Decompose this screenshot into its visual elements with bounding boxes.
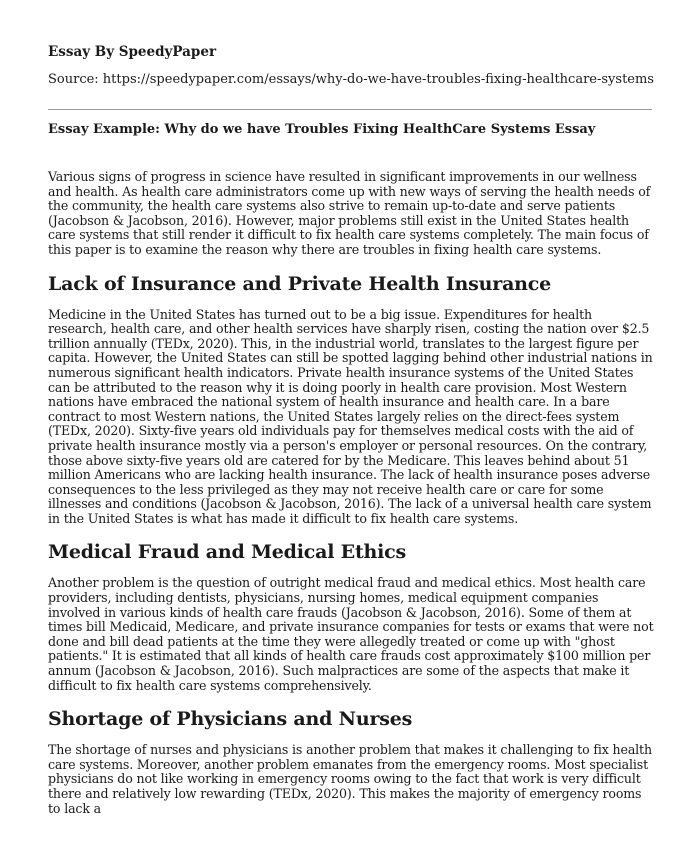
section-heading-fraud: Medical Fraud and Medical Ethics [48, 541, 407, 564]
essay-title: Essay Example: Why do we have Troubles Fixing HealthCare Systems Essay [48, 122, 596, 137]
essay-content [48, 170, 654, 830]
header-divider [48, 109, 652, 110]
intro-paragraph: Various signs of progress in science have resulted in significant improvements in our wellness and health. As health care administrators come up with new ways of serving the health needs of the community, the health care systems also strive to remain up-to-date and serve patients (Jacobson & Jacobson, 2016). However, major problems still exist in the United States health care systems that still render it difficult to fix health care systems completely. The main focus of this paper is to examine the reason why there are troubles in fixing health care systems. [48, 169, 651, 257]
section-heading-shortage: Shortage of Physicians and Nurses [48, 708, 413, 731]
brand-title: Essay By SpeedyPaper [48, 44, 217, 60]
source-line: Source: https://speedypaper.com/essays/why-do-we-have-troubles-fixing-healthcare-systems [48, 72, 654, 87]
section-body-fraud: Another problem is the question of outright medical fraud and medical ethics. Most health care providers, including dentists, physicians, nursing homes, medical equipment companies involved in various kinds of health care frauds (Jacobson & Jacobson, 2016). Some of them at times bill Medicaid, Medicare, and private insurance companies for tests or exams that were not done and bill dead patients at the time they were allegedly treated or come up with "ghost patients." It is estimated that all kinds of health care frauds cost approximately $100 million per annum (Jacobson & Jacobson, 2016). Such malpractices are some of the aspects that make it difficult to fix health care systems comprehensively. [48, 575, 654, 693]
section-body-shortage: The shortage of nurses and physicians is another problem that makes it challenging to fix health care systems. Moreover, another problem emanates from the emergency rooms. Most specialist physicians do not like working in emergency rooms owing to the fact that work is very difficult there and relatively low rewarding (TEDx, 2020). This makes the majority of emergency rooms to lack a [48, 742, 652, 816]
section-body-insurance: Medicine in the United States has turned out to be a big issue. Expenditures for health research, health care, and other health services have sharply risen, costing the nation over $2.5 trillion annually (TEDx, 2020). This, in the industrial world, translates to the largest figure per capita. However, the United States can still be spotted lagging behind other industrial nations in numerous significant health indicators. Private health insurance systems of the United States can be attributed to the reason why it is doing poorly in health care provision. Most Western nations have embraced the national system of health insurance and health care. In a bare contract to most Western nations, the United States largely relies on the direct-fees system (TEDx, 2020). Sixty-five years old individuals pay for themselves medical costs with the aid of private health insurance mostly via a person's employer or personal resources. On the contrary, those above sixty-five years old are catered for by the Medicare. This leaves behind about 51 million Americans who are lacking health insurance. The lack of health insurance poses adverse consequences to the less privileged as they may not receive health care or care for some illnesses and conditions (Jacobson & Jacobson, 2016). The lack of a universal health care system in the United States is what has made it difficult to fix health care systems. [48, 306, 653, 526]
section-heading-insurance: Lack of Insurance and Private Health Insurance [48, 272, 552, 295]
